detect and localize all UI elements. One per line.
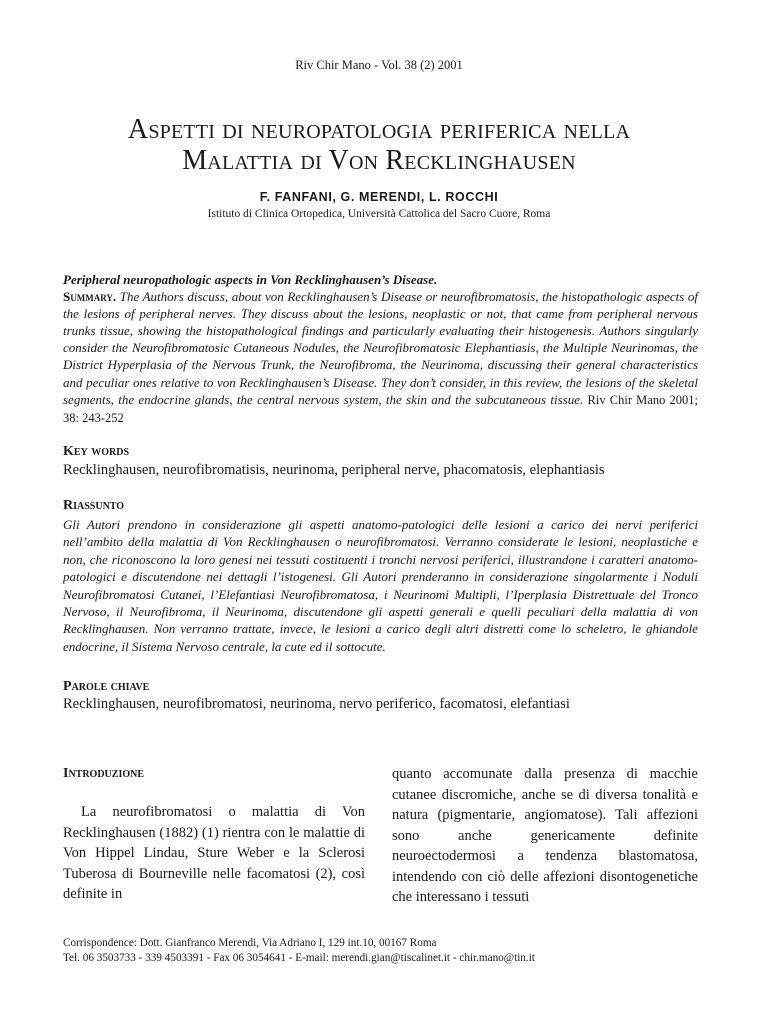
- title-line-1: Aspetti di neuropatologia periferica nella: [127, 114, 631, 145]
- affiliation: Istituto di Clinica Ortopedica, Università Cattolica del Sacro Cuore, Roma: [207, 208, 551, 220]
- summary-paragraph: [63, 288, 698, 427]
- parole-chiave-heading: Parole chiave: [63, 679, 150, 694]
- riassunto-text: Gli Autori prendono in considerazione gli aspetti anatomo-patologici delle lesioni a carico dei nervi periferici nell’ambito della malattia di Von Recklinghausen o neurofibromatosi. Verranno considerate le lesioni, neoplastiche e non, che riconoscono la loro genesi nei tessuti costituenti i tronchi nervosi periferici, illustrandone i caratteri anatomo-patologici e discutendone nei dettagli l’istogenesi. Gli Autori prenderanno in considerazione singolarmente i Noduli Neurofibromatosi Cutanei, l’Elefantiasi Neurofibromatosa, i Neurinomi Multipli, l’Iperplasia Distrettuale del Tronco Nervoso, il Neurofibroma, il Neurinoma, discutendone gli aspetti generali e quelli peculiari della malattia di von Recklinghausen. Non verranno trattate, invece, le lesioni a carico degli altri distretti come lo scheletro, le ghiandole endocrine, il Sistema Nervoso centrale, la cute ed il sottocute.: [63, 517, 698, 654]
- summary-text: The Authors discuss, about von Recklinghausen’s Disease or neurofibromatosis, the histopathologic aspects of the lesions of peripheral nerves. They discuss about the lesions, neoplastic or not, that came from peripheral nervous trunks tissue, showing the histopathological findings and particularly evaluating their histogenesis. Authors singularly consider the Neurofibromatosic Cutaneous Nodules, the Neurofibromatosic Elephantiasis, the Multiple Neurinomas, the District Hyperplasia of the Nervous Trunk, the Neurofibroma, the Neurinoma, discussing their general characteristics and peculiar ones relative to von Recklinghausen’s Disease. They don’t consider, in this review, the lesions of the skeletal segments, the endocrine glands, the central nervous system, the skin and the subcutaneous tissue.: [63, 289, 698, 407]
- citation: Riv Chir Mano 2001; 38: 243-252: [63, 392, 698, 425]
- keywords-heading: Key words: [63, 444, 130, 459]
- journal-header: Riv Chir Mano - Vol. 38 (2) 2001: [295, 58, 463, 72]
- footer-line-1: Corrispondence: Dott. Gianfranco Merendi, Via Adriano I, 129 int.10, 00167 Roma: [63, 937, 437, 949]
- introduzione-heading: Introduzione: [63, 766, 145, 781]
- english-title: Peripheral neuropathologic aspects in Von Recklinghausen’s Disease.: [63, 272, 438, 287]
- paper-title: [40, 114, 718, 176]
- authors: F. FANFANI, G. MERENDI, L. ROCCHI: [259, 190, 499, 204]
- summary-label: Summary.: [63, 289, 117, 305]
- body-column-right: quanto accomunate dalla presenza di macchie cutanee discromiche, anche se di diversa tonalità e natura (pigmentarie, angiomatose). Tali affezioni sono anche genericamente definite neuroectodermosi a tendenza blastomatosa, intendendo con ciò delle affezioni disontogenetiche che interessano i tessuti: [392, 766, 698, 905]
- riassunto-heading: Riassunto: [63, 498, 125, 513]
- keywords-text: Recklinghausen, neurofibromatisis, neurinoma, peripheral nerve, phacomatosis, elephantiasis: [63, 462, 605, 478]
- footer-line-2: Tel. 06 3503733 - 339 4503391 - Fax 06 3054641 - E-mail: merendi.gian@tiscalinet.it - chir.mano@tin.it: [63, 951, 535, 964]
- title-line-2: Malattia di Von Recklinghausen: [182, 145, 576, 176]
- correspondence-footer: [63, 936, 703, 965]
- english-abstract: [63, 271, 698, 427]
- body-column-left: La neurofibromatosi o malattia di Von Recklinghausen (1882) (1) rientra con le malattie di Von Hippel Lindau, Sture Weber e la Sclerosi Tuberosa di Bourneville nelle facomatosi (2), così definite in: [63, 804, 365, 902]
- parole-chiave-text: Recklinghausen, neurofibromatosi, neurinoma, nervo periferico, facomatosi, elefantiasi: [63, 696, 570, 712]
